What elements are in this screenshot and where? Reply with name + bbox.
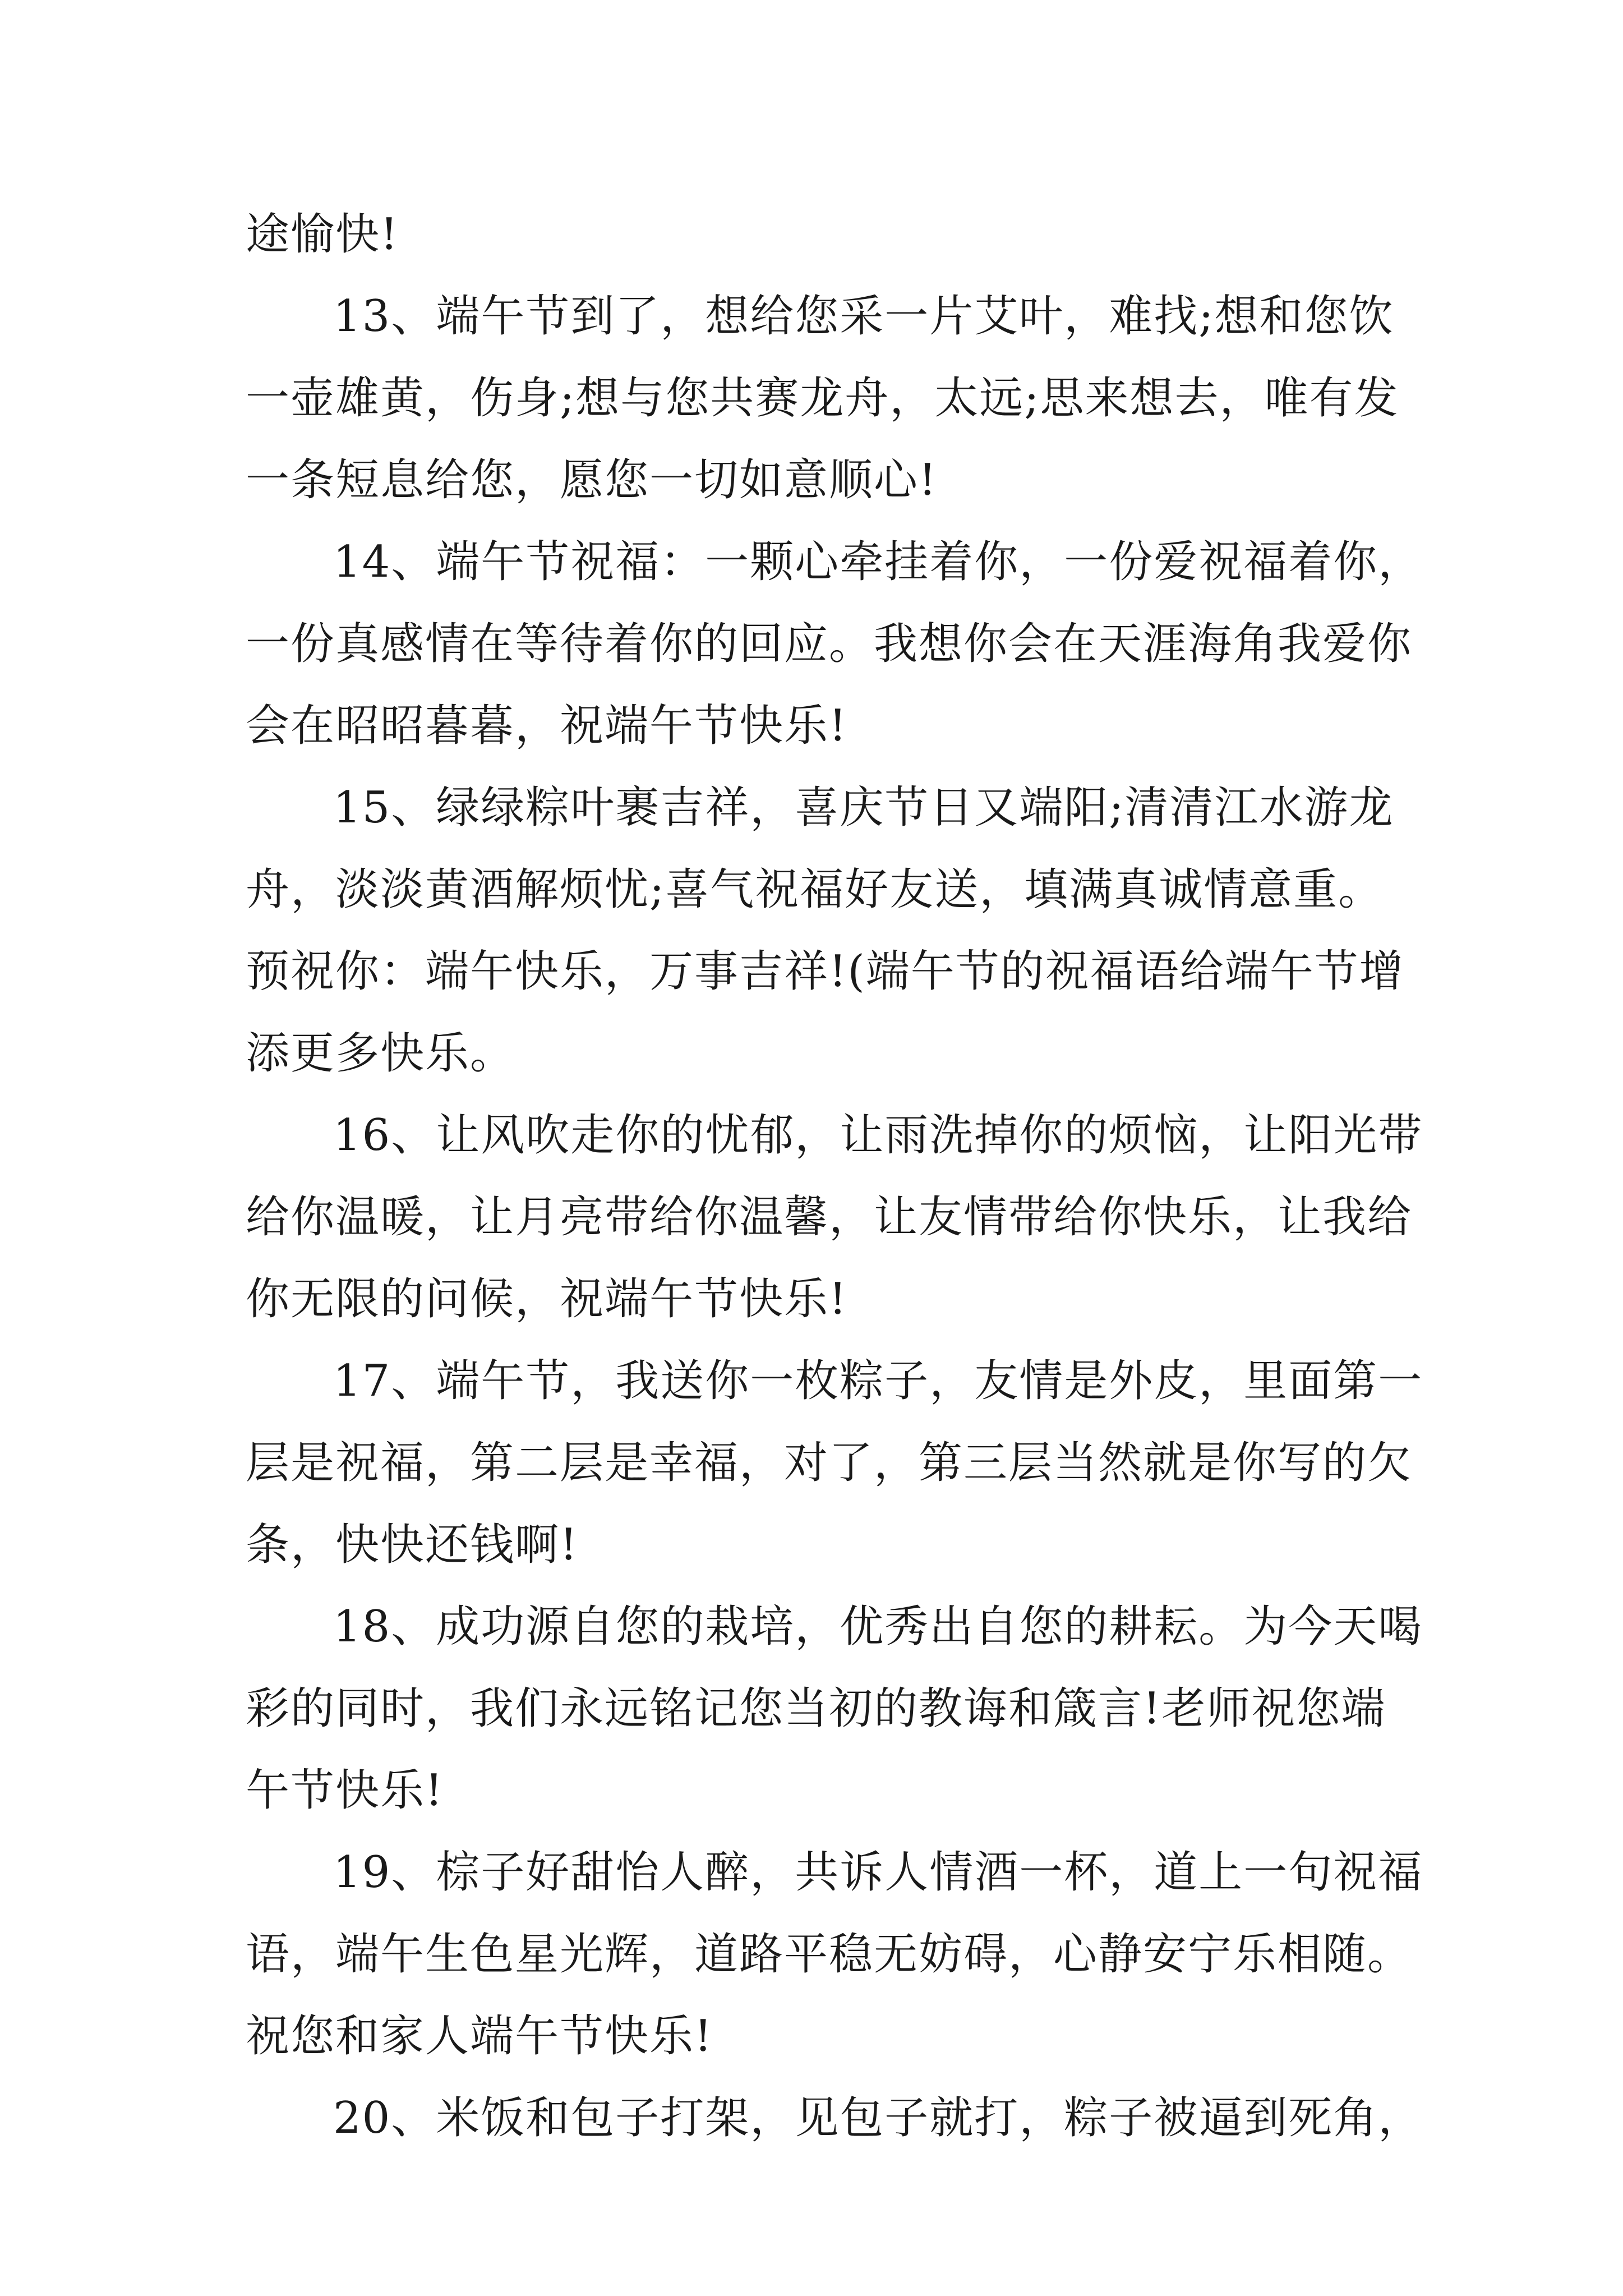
- paragraph-continuation: [246, 194, 1401, 275]
- text-line: 18、成功源自您的栽培，优秀出自您的耕耘。为今天喝: [333, 1602, 1423, 1652]
- paragraph-item-13: [246, 275, 1401, 521]
- text-line: 舟，淡淡黄酒解烦忧;喜气祝福好友送，填满真诚情意重。: [246, 864, 1384, 915]
- text-line: 会在昭昭暮暮，祝端午节快乐!: [246, 701, 848, 751]
- text-line: 祝您和家人端午节快乐!: [246, 2011, 713, 2062]
- text-line: 一份真感情在等待着你的回应。我想你会在天涯海角我爱你: [246, 619, 1413, 669]
- text-line: 19、棕子好甜怡人醉，共诉人情酒一杯，道上一句祝福: [333, 1847, 1423, 1898]
- text-line: 途愉快!: [246, 209, 399, 260]
- text-line: 层是祝福，第二层是幸福，对了，第三层当然就是你写的欠: [246, 1438, 1413, 1488]
- text-line: 17、端午节，我送你一枚粽子，友情是外皮，里面第一: [333, 1356, 1423, 1406]
- text-line: 一壶雄黄，伤身;想与您共赛龙舟，太远;思来想去，唯有发: [246, 373, 1399, 424]
- text-line: 16、让风吹走你的忧郁，让雨洗掉你的烦恼，让阳光带: [333, 1110, 1423, 1161]
- paragraph-item-14: [246, 521, 1423, 767]
- text-line: 添更多快乐。: [246, 1028, 515, 1079]
- paragraph-item-16: [246, 1094, 1423, 1340]
- paragraph-item-17: [246, 1340, 1423, 1586]
- text-line: 13、端午节到了，想给您采一片艾叶，难找;想和您饮: [333, 291, 1394, 342]
- text-line: 20、米饭和包子打架，见包子就打，粽子被逼到死角，: [333, 2093, 1423, 2143]
- text-line: 一条短息给您，愿您一切如意顺心!: [246, 455, 938, 505]
- paragraph-item-20: [246, 2077, 1423, 2159]
- text-line: 14、端午节祝福：一颗心牵挂着你，一份爱祝福着你，: [333, 537, 1423, 587]
- paragraph-item-19: [246, 1832, 1423, 2077]
- paragraph-item-15: [246, 767, 1404, 1094]
- text-line: 15、绿绿粽叶裹吉祥，喜庆节日又端阳;清清江水游龙: [333, 783, 1394, 833]
- paragraph-item-18: [246, 1586, 1423, 1832]
- text-line: 条，快快还钱啊!: [246, 1520, 579, 1570]
- text-line: 给你温暖，让月亮带给你温馨，让友情带给你快乐，让我给: [246, 1192, 1413, 1243]
- document-body: [246, 194, 1423, 2159]
- text-line: 预祝你：端午快乐，万事吉祥!(端午节的祝福语给端午节增: [246, 946, 1404, 997]
- text-line: 语，端午生色星光辉，道路平稳无妨碍，心静安宁乐相随。: [246, 1929, 1413, 1980]
- text-line: 午节快乐!: [246, 1765, 444, 1816]
- text-line: 彩的同时，我们永远铭记您当初的教诲和箴言!老师祝您端: [246, 1683, 1386, 1734]
- text-line: 你无限的问候，祝端午节快乐!: [246, 1274, 848, 1324]
